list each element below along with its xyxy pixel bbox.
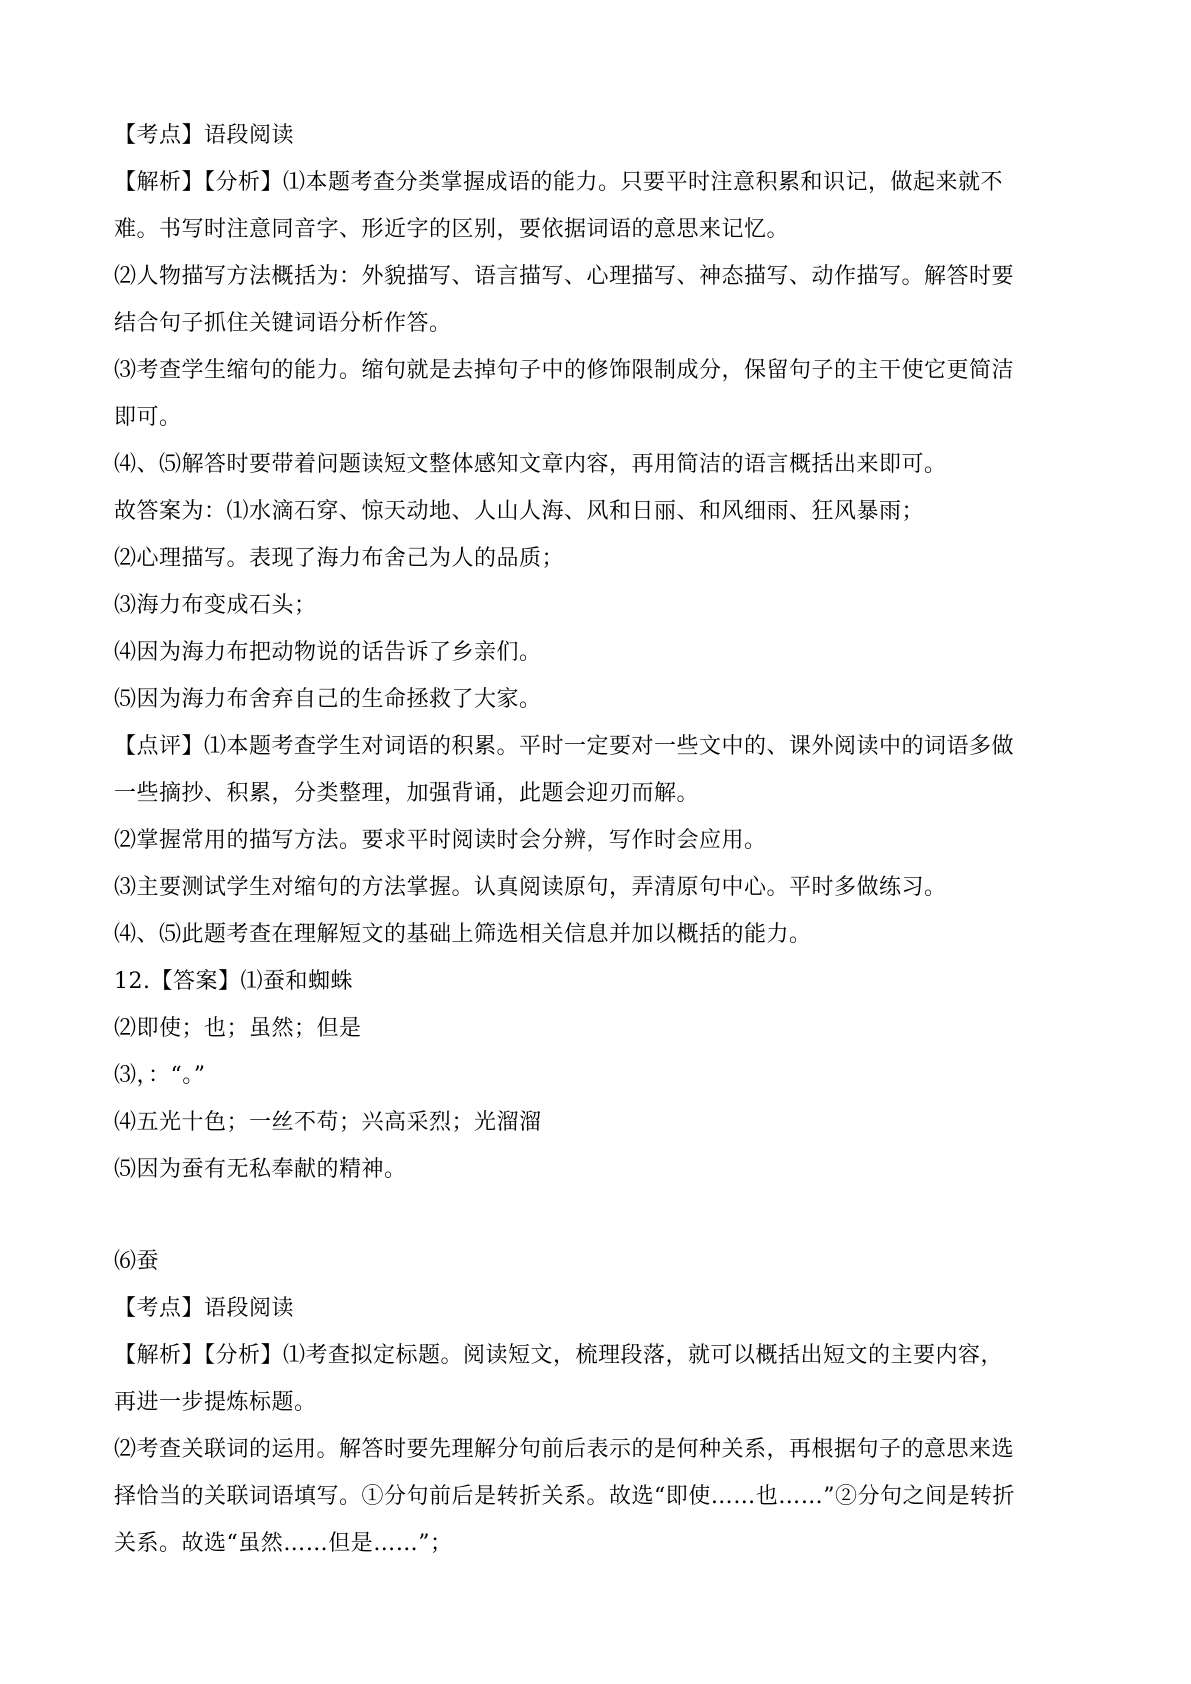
text-line: 再进一步提炼标题。 [114,1390,317,1415]
text-line: 即可。 [114,405,182,430]
text-line: ⑵心理描写。表现了海力布舍己为人的品质； [114,546,565,571]
text-line: ⑸因为蚕有无私奉献的精神。 [114,1157,407,1182]
text-line: ⑵人物描写方法概括为：外貌描写、语言描写、心理描写、神态描写、动作描写。解答时要 [114,264,1015,289]
text-line: ⑵考查关联词的运用。解答时要先理解分句前后表示的是何种关系，再根据句子的意思来选 [114,1437,1015,1462]
text-line: ⑹蚕 [114,1249,160,1274]
text-line: ⑷、⑸解答时要带着问题读短文整体感知文章内容，再用简洁的语言概括出来即可。 [114,452,947,477]
text-line: 12.【答案】⑴蚕和蜘蛛 [114,969,353,994]
text-line: 【解析】【分析】⑴本题考查分类掌握成语的能力。只要平时注意积累和识记，做起来就不 [114,170,1004,195]
text-line: 择恰当的关联词语填写。①分句前后是转折关系。故选“即使……也……”②分句之间是转折 [114,1484,1015,1509]
text-line: ⑵掌握常用的描写方法。要求平时阅读时会分辨，写作时会应用。 [114,828,767,853]
text-line: ⑶，：“。” [114,1063,206,1088]
text-line: ⑶主要测试学生对缩句的方法掌握。认真阅读原句，弄清原句中心。平时多做练习。 [114,875,947,900]
text-line: 【考点】语段阅读 [114,1296,295,1321]
text-line: ⑷、⑸此题考查在理解短文的基础上筛选相关信息并加以概括的能力。 [114,922,812,947]
text-line: 【点评】⑴本题考查学生对词语的积累。平时一定要对一些文中的、课外阅读中的词语多做 [114,734,1015,759]
text-line: ⑵即使；也；虽然；但是 [114,1016,362,1041]
text-line: 结合句子抓住关键词语分析作答。 [114,311,452,336]
text-line: ⑷五光十色；一丝不苟；兴高采烈；光溜溜 [114,1110,542,1135]
text-line: ⑶海力布变成石头； [114,593,317,618]
text-line: 难。书写时注意同音字、形近字的区别，要依据词语的意思来记忆。 [114,217,790,242]
text-line: 【解析】【分析】⑴考查拟定标题。阅读短文，梳理段落，就可以概括出短文的主要内容， [114,1343,1004,1368]
blank-gap [114,1193,1074,1238]
text-line: 关系。故选“虽然……但是……”； [114,1531,453,1556]
text-line: ⑸因为海力布舍弃自己的生命拯救了大家。 [114,687,542,712]
text-line: ⑶考查学生缩句的能力。缩句就是去掉句子中的修饰限制成分，保留句子的主干使它更简洁 [114,358,1015,383]
text-line: ⑷因为海力布把动物说的话告诉了乡亲们。 [114,640,542,665]
text-line: 【考点】语段阅读 [114,123,295,148]
document-page [114,112,1074,1567]
text-line: 一些摘抄、积累，分类整理，加强背诵，此题会迎刃而解。 [114,781,700,806]
text-line: 故答案为：⑴水滴石穿、惊天动地、人山人海、风和日丽、和风细雨、狂风暴雨； [114,499,925,524]
